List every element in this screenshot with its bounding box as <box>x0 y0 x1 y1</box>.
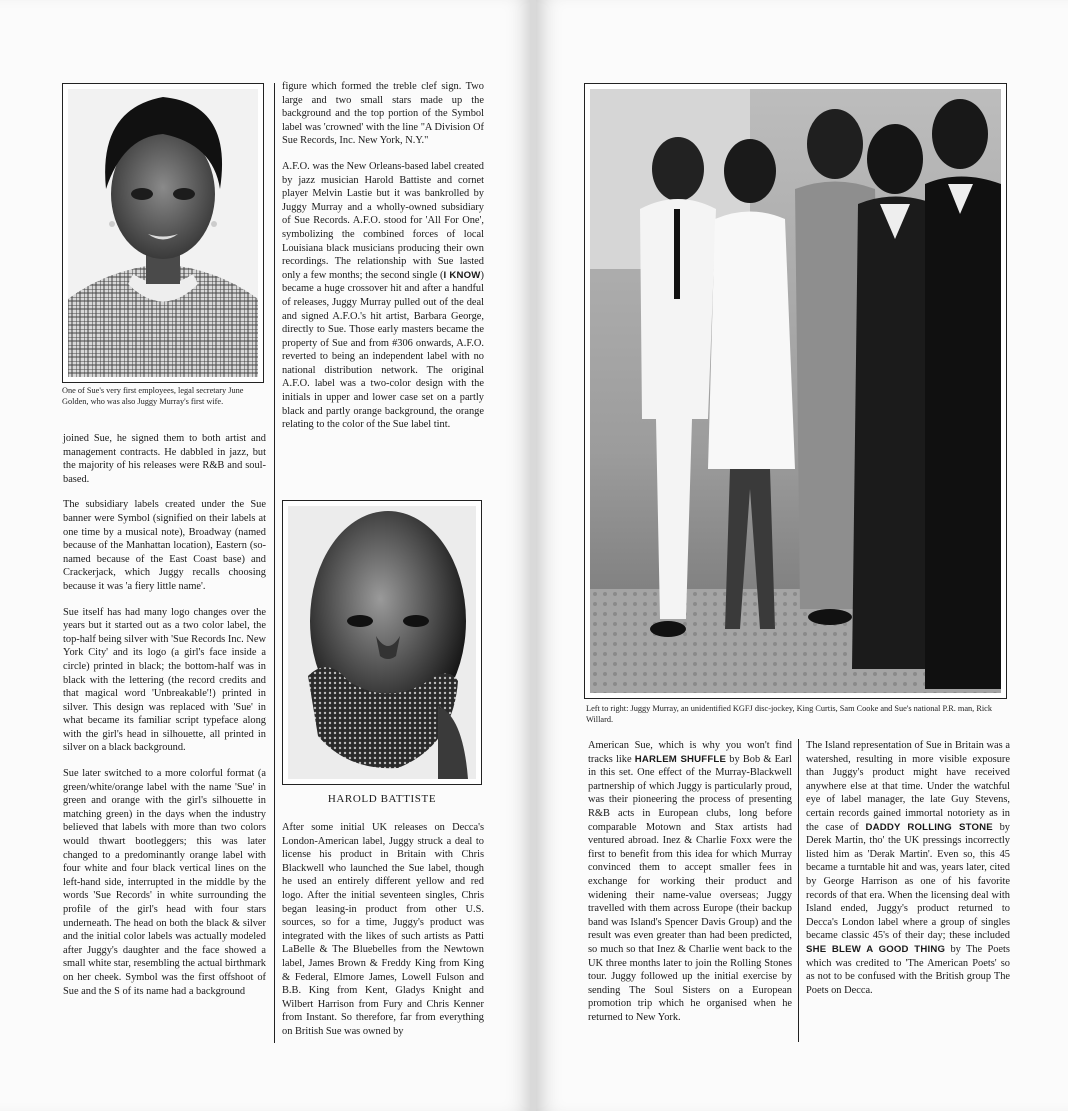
text-run: by Derek Martin, tho' the UK pressings incorrectly listed him as 'Derak Martin'. Even so, this 45 became a turntable hit and was, years later, cited by George Harrison as one of his favorite records of that era. When the licensing deal with Island ended, Juggy's product returned to Decca's London label where a group of singles became classic 45's of their day; these included <box>806 821 1010 942</box>
right-column-text-2 <box>806 739 1010 997</box>
text-run: A.F.O. was the New Orleans-based label created by jazz musician Harold Battiste and cornet player Melvin Lastie but it was bankrolled by Juggy Murray and a wholly-owned subsidiary of Sue Records. A.F.O. stood for 'All For One', symbolizing the combined forces of local Louisiana black musicians producing their own recordings. The relationship with Sue lasted only a few months; the second single <box>282 160 484 281</box>
paragraph <box>588 739 792 1024</box>
paragraph <box>806 739 1010 997</box>
paragraph: Sue itself has had many logo changes over the years but it started out as a two color label, the top-half being silver with 'Sue Records Inc. New York City' and its logo (a girl's face inside a circle) printed in black; the bottom-half was in black with the lettering (the record credits and that magical word 'Unbreakable'!) printed in silver. This design was replaced with 'Sue' in what became its familiar script typeface along with the girl's head in silhouette, all printed in silver on a black background. <box>63 606 266 754</box>
photo-june-golden <box>62 83 264 383</box>
group-photo-caption: Left to right: Juggy Murray, an unidentified KGFJ disc-jockey, King Curtis, Sam Cooke and Sue's national P.R. man, Rick Willard. <box>586 704 992 724</box>
right-column-text-1 <box>588 739 792 1024</box>
song-title-daddy-rolling-stone: DADDY ROLLING STONE <box>865 821 993 833</box>
text-run: by The Poets which was credited to 'The American Poets' so as not to be confused with the British group The Poets on Decca. <box>806 943 1010 996</box>
photo-group <box>584 83 1007 699</box>
paragraph: The subsidiary labels created under the Sue banner were Symbol (signified on their labels at one time by a musical note), Broadway (named because of the Manhattan location), Eastern (so-named because of the East Coast base) and Crackerjack, which Juggy recalls choosing because it was 'a fiery little name'. <box>63 499 266 592</box>
text-run: American Sue, which is why you won't find tracks like <box>588 740 792 765</box>
middle-column-text-bottom <box>282 821 484 1039</box>
photo2-label: HAROLD BATTISTE <box>327 793 437 805</box>
text-run: by Bob & Earl in this set. One effect of the Murray-Blackwell partnership of which Juggy is particularly proud, was their pioneering the process of presenting R&B acts in European clubs, long before comparable Motown and Stax artists had ventured abroad. Inez & Charlie Foxx were the first to benefit from this idea for which Murray convinced them to accept smaller fees in exchange for working their product and widening their name-value overseas; Juggy travelled with them across Europe (their backup band was Island's Spencer Davis Group) and the result was even greater than had been predicted, so much so that Inez & Charlie went back to the UK three months later to join the Rolling Stones tour. Juggy followed up the initial exercise by sending The Soul Sisters on a European promotion trip which he organised when he returned to New York. <box>588 753 792 1023</box>
portrait-man-image <box>288 506 476 779</box>
song-title-i-know: I KNOW <box>443 269 481 281</box>
left-column-text <box>63 432 266 998</box>
photo-harold-battiste <box>282 500 482 785</box>
photo1-caption: One of Sue's very first employees, legal secretary June Golden, who was also Juggy Murray's first wife. <box>62 386 244 406</box>
text-run: The Island representation of Sue in Britain was a watershed, resulting in more visible exposure than Juggy's product might have received anywhere else at that time. Under the watchful eye of label manager, the late Guy Stevens, certain records gained immortal notoriety as in the case of <box>806 740 1010 833</box>
paragraph: A.F.O. was the New Orleans-based label created by jazz musician Harold Battiste and cornet player Melvin Lastie but it was bankrolled by Juggy Murray and a wholly-owned subsidiary of Sue Records. A.F.O. stood for 'All For One', symbolizing the combined forces of local Louisiana black musicians producing their own recordings. The relationship with Sue lasted only a few months; the second single (I KNOW) became a huge crossover hit and after a handful of releases, Juggy Murray pulled out of the deal and signed A.F.O.'s hit artist, Barbara George, directly to Sue. Those early masters became the property of Sue and from #306 onwards, A.F.O. reverted to being an independent label with no national distribution network. The original A.F.O. label was a two-color design with the initials in upper and lower case set on a partly black and partly orange background, the orange relating to the color of the Sue label tint. <box>282 160 485 431</box>
paragraph: After some initial UK releases on Decca's London-American label, Juggy struck a deal to license his product in Britain with Chris Blackwell who launched the Sue label, though he used an entirely different yellow and red logo. After the initial seventeen singles, Chris began leasing-in product from other U.S. sources, so for a time, Juggy's product was integrated with the likes of such artists as Patti LaBelle & The Bluebelles from the Newtown label, James Brown & Freddy King from King & Federal, Elmore James, Lowell Fulson and B.B. King from Kent, Gladys Knight and Wilbert Harrison from Fury and Chris Kenner from Instant. So therefore, far from everything on British Sue was owned by <box>282 822 484 1037</box>
right-page <box>536 0 1068 1111</box>
left-page <box>0 0 532 1111</box>
paragraph: figure which formed the treble clef sign. Two large and two small stars made up the background and the top portion of the Symbol label was 'crowned' with the line "A Division Of Sue Records, Inc. New York, N.Y." <box>282 81 484 147</box>
group-photo-image <box>590 89 1001 693</box>
paragraph: Sue later switched to a more colorful format (a green/white/orange label with the name 'Sue' in green and orange with the girl's silhouette in matching green) in the days when the industry believed that labels with more than two colors would thwart bootleggers; this was later changed to a predominantly orange label with four white and four black vertical lines on the left-hand side, interrupted in the middle by the words 'Sue Records' in white surrounding the profile of the girl's head with four stars underneath. The head on both the black & silver and the initial color labels was actually modeled after Juggy's daughter and the face showed a small white star, resembling the actual birthmark on her cheek. Symbol was the first offshoot of Sue and the S of its name had a background <box>63 768 267 997</box>
paragraph: joined Sue, he signed them to both artist and management contracts. He dabbled in jazz, but the majority of his releases were R&B and soul-based. <box>63 433 266 485</box>
text-run: became a huge crossover hit and after a handful of releases, Juggy Murray pulled out of the deal and signed A.F.O.'s hit artist, Barbara George, directly to Sue. Those early masters became the property of Sue and from #306 onwards, A.F.O. reverted to being an independent label with no national distribution network. The original A.F.O. label was a two-color design with the initials in upper and lower case set on a partly black and partly orange background, the orange relating to the color of the Sue label tint. <box>282 283 484 431</box>
song-title-harlem-shuffle: HARLEM SHUFFLE <box>634 753 727 765</box>
middle-column-text-top <box>282 80 484 432</box>
song-title-she-blew-a-good-thing: SHE BLEW A GOOD THING <box>806 943 946 955</box>
portrait-woman-image <box>68 89 258 377</box>
column-divider <box>798 739 799 1042</box>
column-divider <box>274 83 275 1043</box>
